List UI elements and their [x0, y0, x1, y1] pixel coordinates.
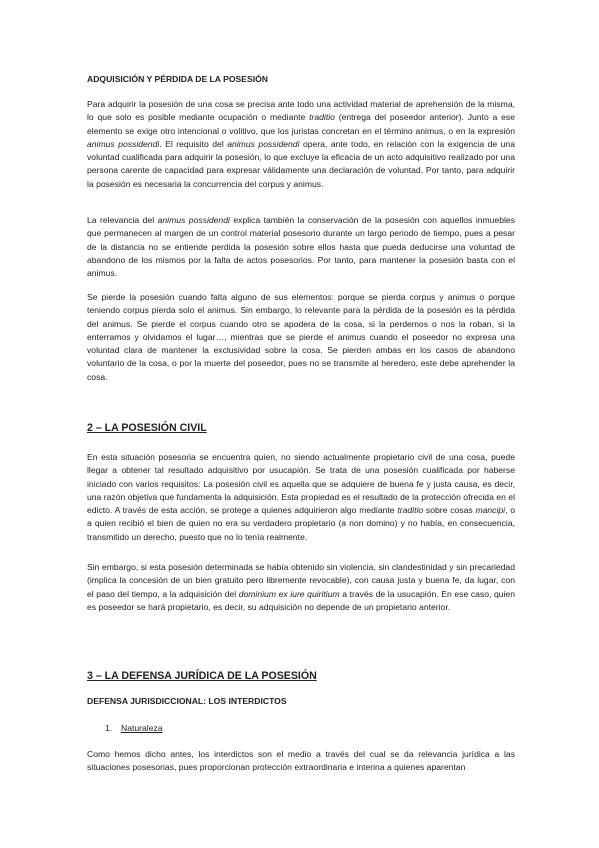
text-run: En esta situación posesoria se encuentra quien, no siendo actualmente propietario civil de una cosa, puede llegar a obtener tal resultado adquisitivo por usucapión. Se trata de una posesión cualificada por haberse iniciado con varios requisitos: La posesión civil es aquella que se adquiere de buena fe y justa causa, es decir, una razón objetiva que fundamenta la adquisición. Esta propiedad es el resultado de la protección ofrecida en el edicto. A través de esta acción, se protege a quienes adquirieron algo mediante — [87, 452, 515, 516]
text-run: explica también la conservación de la posesión con aquellos inmuebles que permanecen al margen de un control material posesorio durante un largo periodo de tiempo, pues a pesar de la distancia no se entiende perdida la posesión sobre ellos hasta que pueda deducirse una voluntad de abandono de los mismos por la falta de actos posesorios. Por tanto, para mantener la posesión basta con el animus. — [87, 215, 515, 279]
section-heading-adquisicion: ADQUISICIÓN Y PÉRDIDA DE LA POSESIÓN — [87, 74, 268, 84]
text-run: sobre cosas — [423, 505, 476, 516]
paragraph-adquisicion-2 — [87, 214, 515, 280]
paragraph-perdida: Se pierde la posesión cuando falta alguno de sus elementos: porque se pierda corpus y animus o porque teniendo corpus pierda solo el animus. Sin embargo, lo relevante para la pérdida de la posesión es la pérdida del animus. Se pierde el corpus cuando otro se apodera de la cosa, si la perdemos o nos la roban, si la enterramos y olvidamos el lugar…, mientras que se pierde el animus cuando el poseedor no expresa una voluntad clara de mantener la exclusividad sobre la cosa. Se pierden ambas en los casos de abandono voluntario de la cosa, o por la muerte del poseedor, pues no se transmite al heredero, este debe aprehender la cosa. — [87, 292, 515, 382]
paragraph-posesion-civil-2 — [87, 561, 515, 614]
italic-term: traditio — [309, 112, 335, 123]
text-run: Para adquirir la posesión de una cosa se precisa ante todo una actividad material de aprehensión de la misma, lo que solo es posible mediante ocupación o mediante — [87, 99, 515, 123]
section-heading-posesion-civil: 2 – LA POSESIÓN CIVIL — [87, 422, 207, 434]
text-run: . El requisito del — [159, 138, 228, 149]
italic-term: dominium ex iure quiritium — [238, 588, 340, 599]
italic-term: traditio — [397, 505, 424, 516]
text-run: a través de la usucapión. En ese caso, quien es poseedor se hará propietario, es decir, su adquisición no depende de un propietario anterior. — [87, 588, 515, 612]
text-run: La relevancia del — [87, 215, 158, 225]
subheading-interdictos: DEFENSA JURISDICCIONAL: LOS INTERDICTOS — [87, 696, 287, 706]
text-run: opera, ante todo, en relación con la exigencia de una voluntad cualificada para adquirir la posesión, lo que excluye la eficacia de un acto adquisitivo realizado por una persona carente de capacidad para expresar válidamente una declaración de voluntad. Por tanto, para adquirir la posesión es necesaria la concurrencia del corpus y animus. — [87, 138, 515, 189]
section-heading-defensa-juridica: 3 – LA DEFENSA JURÍDICA DE LA POSESIÓN — [87, 670, 317, 682]
paragraph-adquisicion-1 — [87, 98, 515, 191]
list-label: Naturaleza — [121, 723, 163, 733]
italic-term: animus possidendi — [227, 138, 300, 149]
paragraph-naturaleza: Como hemos dicho antes, los interdictos son el medio a través del cual se da relevancia jurídica a las situaciones posesorias, pues proporcionan protección extraordinaria e interina a quienes aparentan — [87, 749, 515, 773]
list-item-naturaleza — [105, 723, 163, 733]
italic-term: mancipi — [475, 505, 506, 516]
text-run: (entrega del poseedor anterior). Junto a ese elemento se exige otro intencional o volitivo, que los juristas concretan en el término animus, o en la expresión — [87, 112, 515, 136]
italic-term: animus possidendi — [87, 138, 160, 149]
list-number: 1. — [105, 723, 113, 733]
italic-term: animus possidendi — [157, 215, 230, 225]
paragraph-posesion-civil-1 — [87, 451, 515, 544]
text-run: , o a quien recibió el bien de quien no era su verdadero propietario (a non domino) y no había, en consecuencia, transmitido un derecho, puesto que no lo tenía realmente. — [87, 505, 516, 542]
text-run: Sin embargo, si esta posesión determinada se había obtenido sin violencia, sin clandestinidad y sin precariedad (implica la concesión de un bien gratuito pero libremente revocable), con causa justa y buena fe, da lugar, con el paso del tiempo, a la adquisición del — [87, 562, 515, 599]
